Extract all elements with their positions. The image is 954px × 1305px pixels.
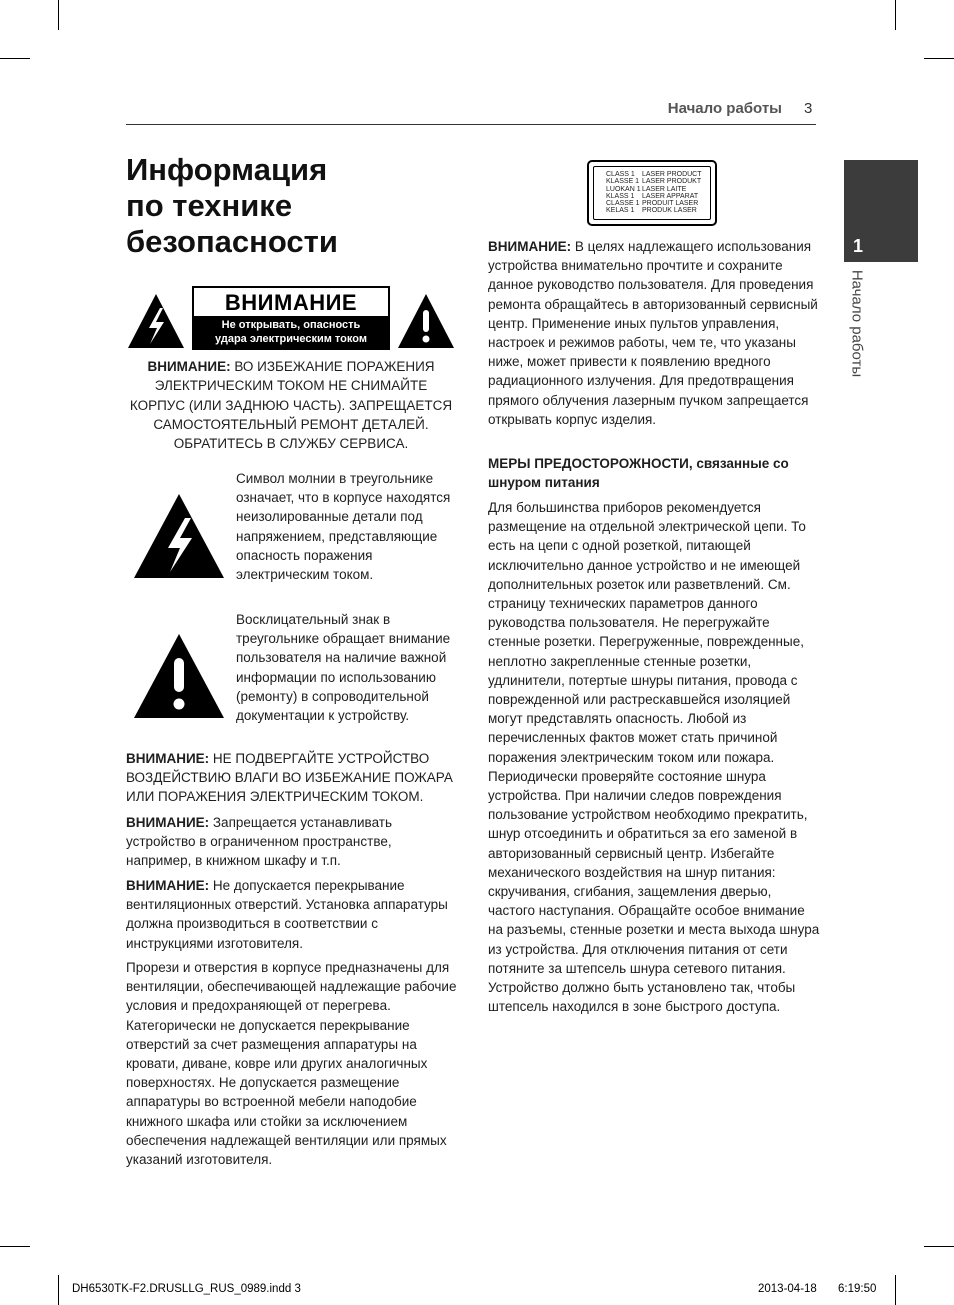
ventilation-paragraph: Прорези и отверстия в корпусе предназначены для вентиляции, обеспечивающей надлежащие рабочие условия и предохраняющей от перегрева. Категорически не допускается перекрывание отверстий за счет размещения аппаратуры на кровати, диване, ковре или других аналогичных поверхностях. Не допускается размещение аппаратуры во встроенной мебели наподобие книжного шкафа или стойки за исключением обеспечения надлежащей вентиляции или прямых указаний изготовителя. [126,960,457,1168]
caution-label-line: удара электрическим током [215,333,367,345]
crop-mark [0,1246,30,1247]
laser-label-row [606,186,702,193]
exclamation-triangle-icon [132,632,226,720]
lightning-symbol-description: Символ молнии в треугольнике означает, что в корпусе находятся неизолированные детали под напряжением, представляющие опасность поражения электрическим током. [236,471,451,583]
caution-bold: ВНИМАНИЕ: [126,878,210,893]
laser-label-row [606,178,702,185]
page-title [126,152,456,260]
chapter-number: 1 [853,236,864,256]
caution-bold: ВНИМАНИЕ: [488,239,572,254]
footer-time: 6:19:50 [838,1283,877,1295]
laser-product: LASER APPARAT [642,192,699,200]
laser-class: KLASS 1 [606,192,635,200]
caution-label [192,286,390,350]
caution-bold: ВНИМАНИЕ: [126,815,210,830]
caution-label-line: Не открывать, опасность [221,319,361,331]
crop-mark [0,58,30,59]
caution-label-title: ВНИМАНИЕ [224,290,358,315]
page-title-line: Информация [126,152,328,187]
header-divider [126,124,816,125]
laser-class: LUOKAN 1 [606,185,641,193]
crop-mark [924,58,954,59]
caution-bold: ВНИМАНИЕ: [147,359,231,374]
exclamation-symbol-description: Восклицательный знак в треугольнике обращает внимание пользователя на наличие важной информации по использованию (ремонту) в сопроводительной документации к устройству. [236,612,451,724]
laser-product: PRODUIT LASER [642,200,699,208]
power-cord-paragraph: Для большинства приборов рекомендуется размещение на отдельной электрической цепи. То есть на цепи с одной розеткой, питающей исключительно данное устройство и не имеющей дополнительных розеток или разветвлений. См. страницу технических параметров данного руководства пользователя. Не перегружайте стенные розетки. Перегруженные, поврежденные, неплотно закрепленные стенные розетки, удлинители, потертые шнуры питания, провода с поврежденной или растрескавшейся изоляцией могут представлять опасность. Любой из перечисленных фактов может стать причиной поражения электрическим током или пожара. Периодически проверяйте состояние шнура устройства. При наличии следов повреждения пользование устройством необходимо прекратить, шнур отсоединить и обратиться за его заменой в авторизованный сервисный центр. Избегайте механического воздействия на шнур питания: скручивания, сгибания, защемления дверью, частого наступания. Обращайте особое внимание на разъемы, стенные розетки и места выхода шнура из устройства. Для отключения питания от сети потяните за штепсель шнура сетевого питания. Устройство должно быть установлено так, чтобы штепсель находился в зоне быстрого доступа. [488,500,820,1015]
laser-class: CLASSE 1 [606,200,640,208]
power-cord-heading: МЕРЫ ПРЕДОСТОРОЖНОСТИ, связанные со шнуром питания [488,456,789,491]
footer-date: 2013-04-18 [758,1283,817,1295]
footer-file-name: DH6530TK-F2.DRUSLLG_RUS_0989.indd 3 [72,1283,301,1295]
page-number: 3 [804,100,813,117]
laser-product-label [587,160,717,226]
lightning-warning-icon [126,292,186,350]
caution-paragraph [126,813,458,871]
laser-label-rows [606,171,702,215]
caution-bold: ВНИМАНИЕ: [126,751,210,766]
laser-product: LASER PRODUCT [642,171,702,178]
caution-body: ВО ИЗБЕЖАНИЕ ПОРАЖЕНИЯ ЭЛЕКТРИЧЕСКИМ ТОКОМ НЕ СНИМАЙТЕ КОРПУС (ИЛИ ЗАДНЮЮ ЧАСТЬ). ЗАПРЕЩАЕТСЯ САМОСТОЯТЕЛЬНЫЙ РЕМОНТ ДЕТАЛЕЙ. ОБРАТИТЕСЬ В СЛУЖБУ СЕРВИСА. [129,359,453,452]
page-title-line: по технике [126,188,293,223]
laser-product: LASER PRODUKT [642,178,702,186]
laser-class: KLASSE 1 [606,178,640,186]
laser-label-row [606,193,702,200]
laser-product: LASER LAITE [642,185,687,193]
crop-mark [924,1246,954,1247]
caution-body: В целях надлежащего использования устройства внимательно прочтите и сохраните данное руководство пользователя. Для проведения ремонта обращайтесь в авторизованный сервисный центр. Применение иных пультов управления, настроек и режимов работы, чем те, что указаны ниже, может привести к появлению вредного радиационного излучения. Для предотвращения прямого облучения лазерным пучком запрещается открывать корпус изделия. [488,239,818,427]
chapter-tab-label: Начало работы [848,269,866,378]
caution-label-subtitle [194,316,388,348]
laser-class: CLASS 1 [606,171,635,178]
caution-body: Запрещается устанавливать устройство в ограниченном пространстве, например, в книжном шкафу и т.п. [126,815,392,869]
laser-product: PRODUK LASER [642,207,697,215]
laser-caution-paragraph [488,237,820,429]
crop-mark [58,0,59,30]
section-title: Начало работы [667,100,782,117]
caution-body: Не допускается перекрывание вентиляционных отверстий. Установка аппаратуры должна производиться в соответствии с инструкциями изготовителя. [126,878,448,951]
laser-label-row [606,171,702,178]
crop-mark [58,1275,59,1305]
lightning-triangle-icon [132,492,226,580]
exclamation-warning-icon [396,292,456,350]
crop-mark [895,1275,896,1305]
caution-paragraph [126,876,458,953]
laser-label-row [606,200,702,207]
caution-shock-text [126,357,456,453]
caution-body: НЕ ПОДВЕРГАЙТЕ УСТРОЙСТВО ВОЗДЕЙСТВИЮ ВЛАГИ ВО ИЗБЕЖАНИЕ ПОЖАРА ИЛИ ПОРАЖЕНИЯ ЭЛЕКТРИЧЕСКИМ ТОКОМ. [126,751,453,805]
caution-paragraph [126,749,458,807]
page-title-line: безопасности [126,224,338,259]
laser-label-row [606,207,702,214]
crop-mark [895,0,896,30]
laser-class: KELAS 1 [606,207,635,215]
